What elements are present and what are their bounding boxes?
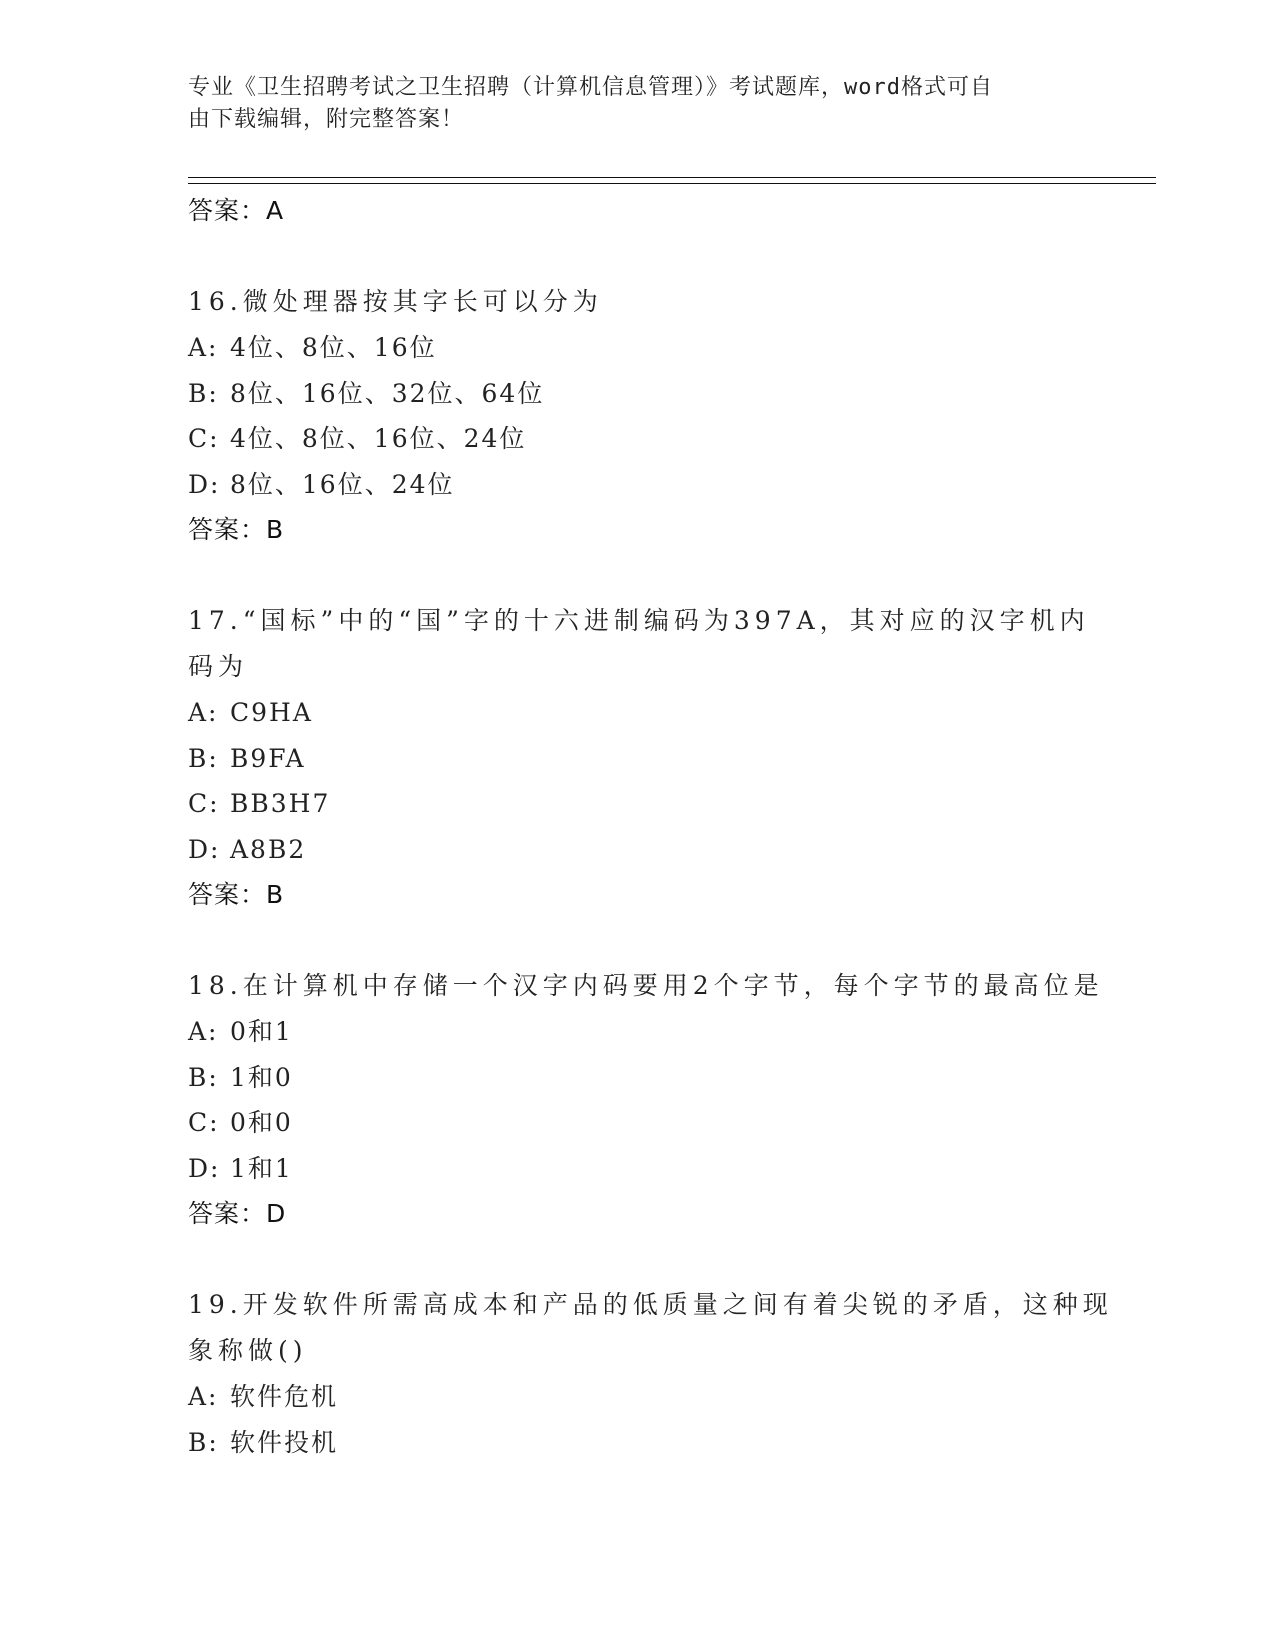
header-divider-top xyxy=(188,177,1156,178)
question-text-continued: 码为 xyxy=(188,652,249,681)
option-text: 1和0 xyxy=(230,1062,293,1092)
answer-value: B xyxy=(266,515,284,544)
document-header xyxy=(188,72,1068,136)
option-key: A: xyxy=(188,1017,219,1046)
option-text: C9HA xyxy=(230,698,313,727)
option-key: D: xyxy=(188,1153,221,1183)
answer-label: 答案： xyxy=(188,880,267,909)
header-line-2: 由下载编辑，附完整答案！ xyxy=(188,107,465,132)
answer-label: 答案： xyxy=(188,196,267,225)
answer-label: 答案： xyxy=(188,1199,267,1228)
option-key: B: xyxy=(188,743,219,773)
header-divider-bottom xyxy=(188,183,1156,184)
header-line-1: 专业《卫生招聘考试之卫生招聘（计算机信息管理）》考试题库，word格式可自 xyxy=(188,75,993,100)
question-18 xyxy=(188,963,1148,1237)
option-text: 0和0 xyxy=(230,1108,293,1137)
option-d xyxy=(188,1146,1148,1192)
question-text-continued: 象称做() xyxy=(188,1336,308,1365)
answer-value: A xyxy=(266,196,284,225)
option-d xyxy=(188,462,1148,508)
option-key: B: xyxy=(188,1062,219,1092)
option-key: A: xyxy=(188,1382,219,1411)
option-key: B: xyxy=(188,378,219,408)
option-text: 4位、8位、16位、24位 xyxy=(230,424,527,453)
option-text: 4位、8位、16位 xyxy=(230,333,437,362)
option-text: B9FA xyxy=(230,743,306,773)
question-text: 17.“国标”中的“国”字的十六进制编码为397A，其对应的汉字机内 xyxy=(188,606,1090,635)
question-list xyxy=(188,188,1148,1465)
option-text: 8位、16位、24位 xyxy=(230,469,455,499)
answer-line xyxy=(188,507,1148,553)
option-b xyxy=(188,736,1148,782)
option-text: BB3H7 xyxy=(230,789,331,818)
question-text: 18.在计算机中存储一个汉字内码要用2个字节，每个字节的最高位是 xyxy=(188,971,1104,1000)
option-b xyxy=(188,1055,1148,1101)
option-c xyxy=(188,1100,1148,1146)
answer-label: 答案： xyxy=(188,515,267,544)
option-text: 0和1 xyxy=(230,1017,293,1046)
option-a xyxy=(188,325,1148,371)
option-text: 8位、16位、32位、64位 xyxy=(230,378,545,408)
option-key: B: xyxy=(188,1427,219,1457)
question-19 xyxy=(188,1282,1148,1465)
option-c xyxy=(188,781,1148,827)
option-b xyxy=(188,371,1148,417)
answer-line xyxy=(188,872,1148,918)
question-17 xyxy=(188,598,1148,918)
option-key: D: xyxy=(188,469,221,499)
option-text: A8B2 xyxy=(230,834,307,864)
question-16 xyxy=(188,279,1148,553)
option-key: D: xyxy=(188,834,221,864)
answer-value: D xyxy=(266,1199,286,1228)
option-a xyxy=(188,1009,1148,1055)
question-text: 19.开发软件所需高成本和产品的低质量之间有着尖锐的矛盾，这种现 xyxy=(188,1290,1113,1319)
option-key: A: xyxy=(188,698,219,727)
option-key: C: xyxy=(188,789,220,818)
option-key: A: xyxy=(188,333,219,362)
option-d xyxy=(188,827,1148,873)
option-key: C: xyxy=(188,424,220,453)
option-key: C: xyxy=(188,1108,220,1137)
answer-value: B xyxy=(266,880,284,909)
answer-line xyxy=(188,188,1148,234)
option-text: 软件投机 xyxy=(230,1427,339,1457)
option-a xyxy=(188,1374,1148,1420)
question-text: 16.微处理器按其字长可以分为 xyxy=(188,287,603,316)
option-text: 软件危机 xyxy=(230,1382,339,1411)
option-b xyxy=(188,1420,1148,1466)
option-text: 1和1 xyxy=(230,1153,293,1183)
option-c xyxy=(188,416,1148,462)
option-a xyxy=(188,690,1148,736)
answer-line xyxy=(188,1191,1148,1237)
